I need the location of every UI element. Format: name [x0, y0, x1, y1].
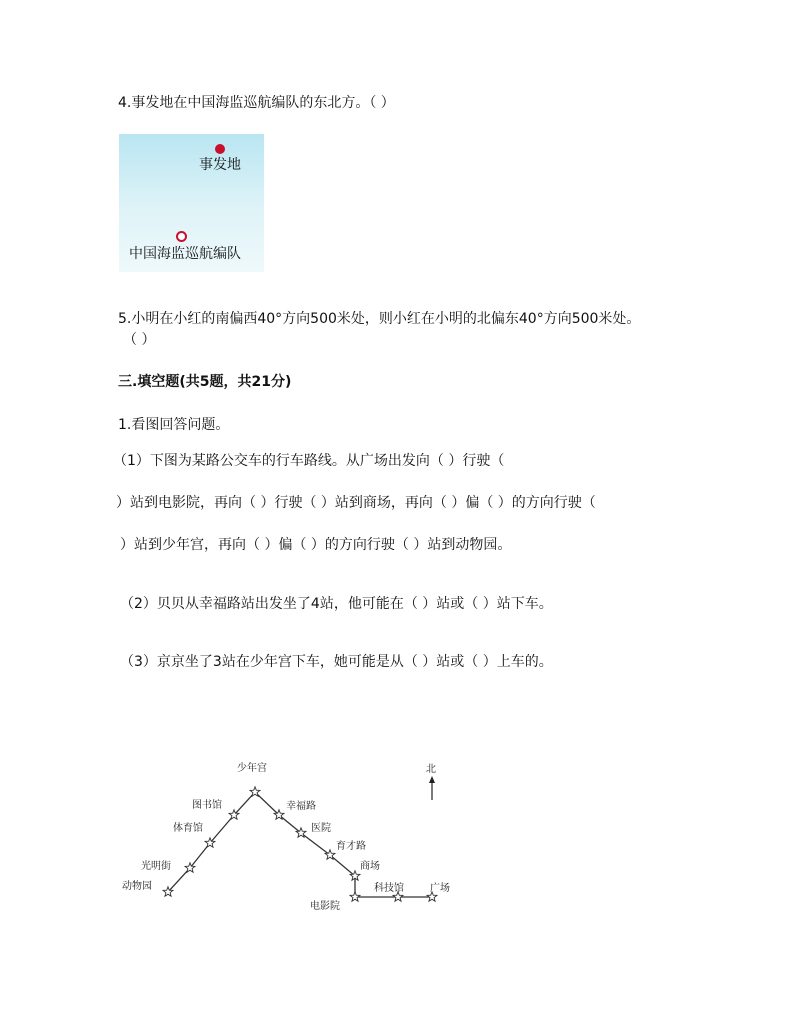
station-label-children-palace: 少年宫: [237, 763, 267, 774]
question-5: 5.小明在小红的南偏西40°方向500米处，则小红在小明的北偏东40°方向500米处。: [118, 311, 641, 327]
station-label-mall: 商场: [360, 861, 380, 872]
fill-question-1-part-1-line-1: （1）下图为某路公交车的行车路线。从广场出发向（ ）行驶（: [113, 453, 505, 469]
station-label-hospital: 医院: [311, 823, 331, 834]
station-label-library: 图书馆: [192, 800, 222, 811]
north-arrow-icon: [429, 776, 435, 800]
station-label-yucai-road: 育才路: [336, 841, 366, 852]
fleet-label: 中国海监巡航编队: [129, 246, 241, 262]
section-3-title: 三.填空题(共5题，共21分): [118, 374, 292, 390]
station-label-guangming-street: 光明街: [141, 861, 171, 872]
fill-question-1-part-3: （3）京京坐了3站在少年宫下车，她可能是从（ ）站或（ ）上车的。: [120, 654, 553, 670]
fill-question-1-title: 1.看图回答问题。: [118, 417, 230, 433]
north-label: 北: [426, 764, 436, 775]
bus-route-map: [110, 755, 470, 915]
station-label-zoo: 动物园: [122, 881, 152, 892]
incident-marker-icon: [215, 144, 225, 154]
station-star-icon: [350, 892, 360, 901]
station-label-science-museum: 科技馆: [374, 883, 404, 894]
question-4: 4.事发地在中国海监巡航编队的东北方。（ ）: [118, 95, 395, 111]
question-5-answer-blank: （ ）: [123, 332, 156, 348]
fleet-marker-icon: [176, 231, 187, 242]
fill-question-1-part-1-line-2: ）站到电影院，再向（ ）行驶（ ）站到商场，再向（ ）偏（ ）的方向行驶（: [116, 495, 596, 511]
station-label-square: 广场: [430, 883, 450, 894]
incident-label: 事发地: [199, 157, 241, 173]
incident-direction-figure: [119, 134, 264, 272]
station-label-cinema: 电影院: [310, 901, 340, 912]
station-label-stadium: 体育馆: [173, 823, 203, 834]
fill-question-1-part-1-line-3: ）站到少年宫，再向（ ）偏（ ）的方向行驶（ ）站到动物园。: [120, 537, 512, 553]
fill-question-1-part-2: （2）贝贝从幸福路站出发坐了4站，他可能在（ ）站或（ ）站下车。: [120, 596, 553, 612]
station-label-xingfu-road: 幸福路: [286, 801, 316, 812]
